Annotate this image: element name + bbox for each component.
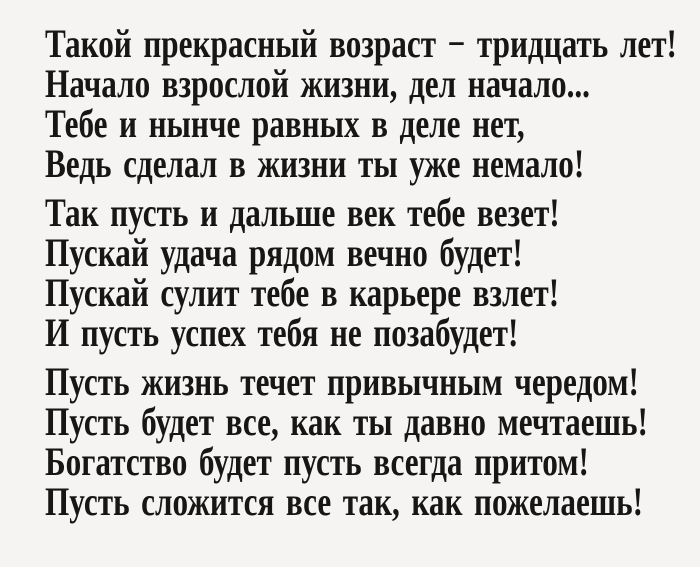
poem-line: Такой прекрасный возраст − тридцать лет! [45,21,677,66]
poem-line: Начало взрослой жизни, дел начало... [45,61,590,106]
poem-line: Пусть сложится все так, как пожелаешь! [45,479,644,524]
poem-line: Пусть будет все, как ты давно мечтаешь! [45,399,648,444]
poem-line: Пускай сулит тебе в карьере взлет! [45,270,560,315]
poem-line: И пусть успех тебя не позабудет! [45,310,519,355]
stanza-3 [45,359,700,524]
poem-line: Пусть жизнь течет привычным чередом! [45,359,639,404]
stanza-1 [45,21,700,186]
poem-line: Ведь сделал в жизни ты уже немало! [45,141,585,186]
poem-line: Так пусть и дальше век тебе везет! [45,190,560,235]
poem-line: Пускай удача рядом вечно будет! [45,230,523,275]
poem [45,21,700,531]
stanza-2 [45,190,700,355]
poem-line: Богатство будет пусть всегда притом! [45,439,589,484]
poem-line: Тебе и нынче равных в деле нет, [45,101,525,146]
